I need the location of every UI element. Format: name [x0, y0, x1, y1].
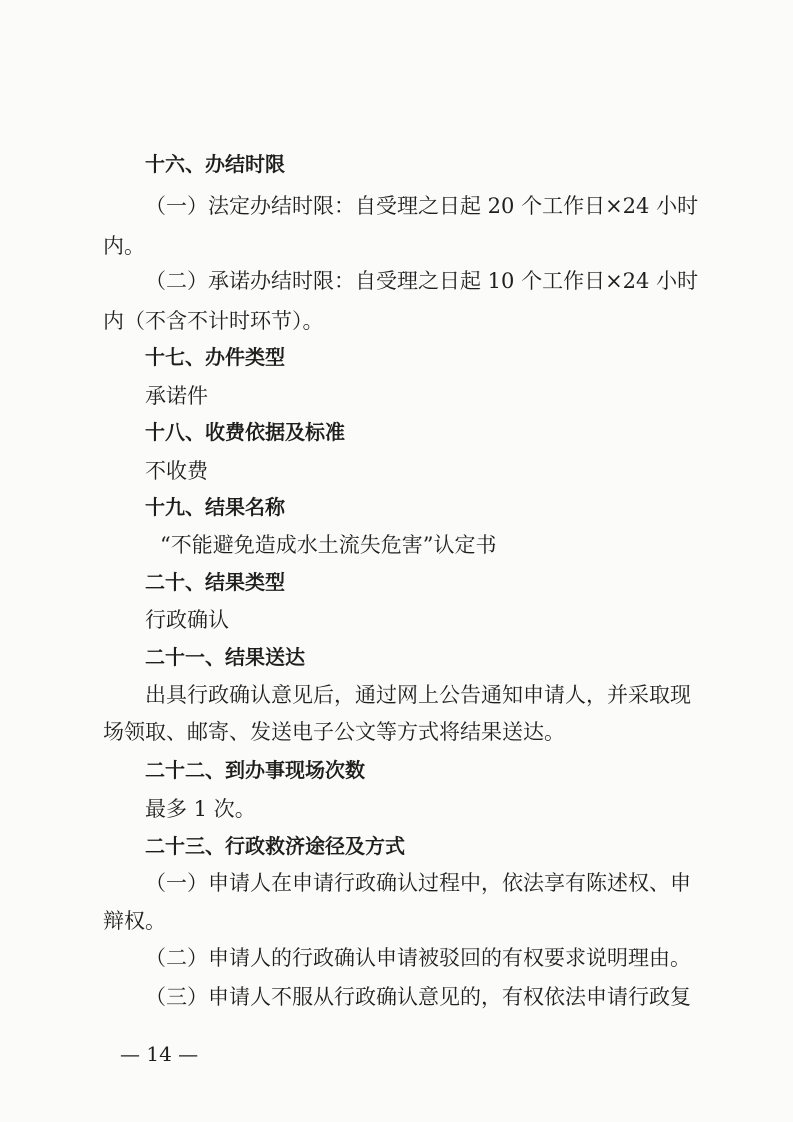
section-18-body: 不收费	[145, 459, 208, 483]
section-16-paragraph-1-line-2: 内。	[103, 234, 145, 258]
section-23-heading: 二十三、行政救济途径及方式	[145, 834, 405, 858]
section-16-paragraph-1-line-1: （一）法定办结时限：自受理之日起 20 个工作日×24 小时	[145, 194, 699, 218]
section-19-body: “不能避免造成水土流失危害”认定书	[160, 533, 497, 557]
section-23-paragraph-3: （三）申请人不服从行政确认意见的，有权依法申请行政复	[145, 985, 691, 1009]
section-22-body: 最多 1 次。	[145, 797, 256, 821]
page-number: — 14 —	[120, 1042, 199, 1066]
section-20-body: 行政确认	[145, 608, 229, 632]
section-21-heading: 二十一、结果送达	[145, 645, 305, 669]
section-17-body: 承诺件	[145, 384, 208, 408]
section-23-paragraph-1-line-1: （一）申请人在申请行政确认过程中，依法享有陈述权、申	[145, 871, 691, 895]
section-16-heading: 十六、办结时限	[145, 152, 285, 176]
section-21-body-line-1: 出具行政确认意见后，通过网上公告通知申请人，并采取现	[145, 683, 691, 707]
section-17-heading: 十七、办件类型	[145, 345, 285, 369]
section-19-heading: 十九、结果名称	[145, 495, 285, 519]
section-23-paragraph-2: （二）申请人的行政确认申请被驳回的有权要求说明理由。	[145, 946, 691, 970]
section-21-body-line-2: 场领取、邮寄、发送电子公文等方式将结果送达。	[103, 720, 565, 744]
section-16-paragraph-2-line-1: （二）承诺办结时限：自受理之日起 10 个工作日×24 小时	[145, 269, 699, 293]
section-18-heading: 十八、收费依据及标准	[145, 420, 345, 444]
section-22-heading: 二十二、到办事现场次数	[145, 758, 365, 782]
section-16-paragraph-2-line-2: 内（不含不计时环节）。	[103, 309, 324, 333]
section-20-heading: 二十、结果类型	[145, 570, 285, 594]
section-23-paragraph-1-line-2: 辩权。	[103, 909, 166, 933]
